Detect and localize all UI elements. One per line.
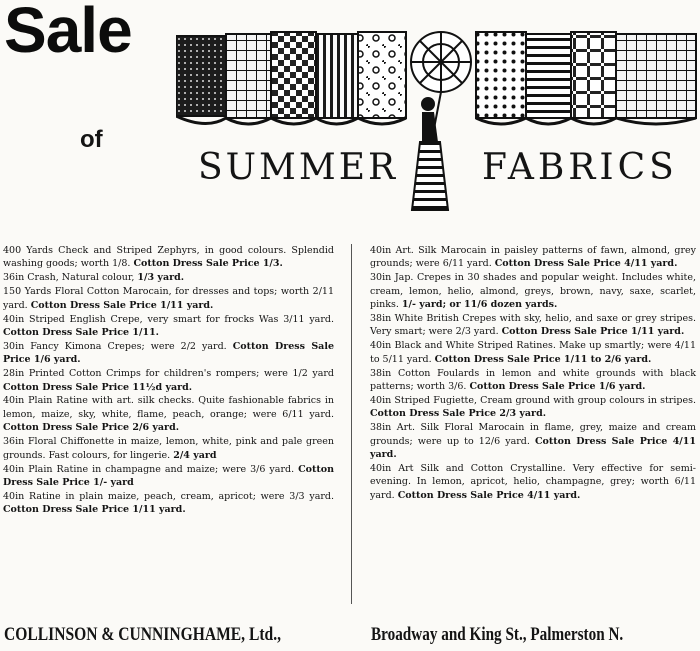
listing-sale-price: Cotton Dress Sale Price 4/11 yard. bbox=[370, 435, 696, 461]
listing-description: 40in Art. Silk Marocain in paisley patterns of fawn, almond, grey grounds; were 6/11 yard. bbox=[370, 245, 696, 270]
listing-sale-price: 2/4 yard bbox=[173, 449, 217, 461]
listing-sale-price: Cotton Dress Sale Price 2/3 yard. bbox=[370, 408, 547, 420]
listing-sale-price: Cotton Dress Sale Price 1/6 yard. bbox=[469, 381, 646, 393]
column-divider bbox=[351, 244, 352, 604]
fabric-listing bbox=[3, 367, 334, 394]
listing-sale-price: Cotton Dress Sale Price 1/11 to 2/6 yard. bbox=[434, 353, 652, 365]
listing-sale-price: Cotton Dress Sale Price 4/11 yard. bbox=[494, 258, 678, 270]
right-listing-column bbox=[370, 244, 696, 503]
listing-description: 38in White British Crepes with sky, helio, and saxe or grey stripes. Very smart; were 2/3 yard. bbox=[370, 313, 696, 338]
listing-sale-price: Cotton Dress Sale Price 1/11 yard. bbox=[3, 504, 186, 516]
listing-sale-price: Cotton Dress Sale Price 1/6 yard. bbox=[3, 340, 334, 366]
listing-description: 28in Printed Cotton Crimps for children's rompers; were 1/2 yard bbox=[3, 368, 334, 380]
fabric-listing bbox=[370, 394, 696, 421]
listing-description: 36in Crash, Natural colour, bbox=[3, 272, 135, 284]
fabric-listing bbox=[3, 340, 334, 367]
listing-description: 38in Art. Silk Floral Marocain in flame, grey, maize and cream grounds; were up to 12/6 yard. bbox=[370, 422, 696, 447]
fabrics-heading: FABRICS bbox=[482, 147, 678, 188]
left-listing-column bbox=[3, 244, 334, 517]
listing-sale-price: Cotton Dress Sale Price 1/11 yard. bbox=[30, 299, 214, 311]
of-heading: of bbox=[80, 126, 103, 153]
listing-description: 40in Black and White Striped Ratines. Make up smartly; were 4/11 to 5/11 yard. bbox=[370, 340, 696, 365]
summer-heading: SUMMER bbox=[198, 147, 399, 188]
sale-heading: Sale bbox=[4, 0, 132, 66]
listing-sale-price: Cotton Dress Sale Price 1/3. bbox=[133, 258, 283, 270]
listing-sale-price: Cotton Dress Sale Price 1/- yard bbox=[3, 463, 334, 488]
fabric-listing bbox=[370, 244, 696, 271]
fabric-listing bbox=[370, 271, 696, 311]
listing-sale-price: Cotton Dress Sale Price 1/11 yard. bbox=[501, 326, 685, 338]
listing-description: 40in Plain Ratine in champagne and maize; were 3/6 yard. bbox=[3, 463, 295, 475]
fabric-listing bbox=[3, 394, 334, 434]
listing-description: 36in Floral Chiffonette in maize, lemon, white, pink and pale green grounds. Fast colours, for lingerie. bbox=[3, 436, 334, 461]
fabric-listing bbox=[3, 313, 334, 340]
fabric-listing bbox=[3, 435, 334, 462]
fabric-listing bbox=[370, 339, 696, 366]
listing-sale-price: Cotton Dress Sale Price 4/11 yard. bbox=[397, 489, 581, 501]
fabric-listing bbox=[370, 312, 696, 339]
listing-sale-price: 1/3 yard. bbox=[137, 272, 185, 284]
listing-description: 40in Ratine in plain maize, peach, cream, apricot; were 3/3 yard. bbox=[3, 490, 334, 502]
listing-description: 40in Art Silk and Cotton Crystalline. Very effective for semi-evening. In lemon, apricot, helio, champagne, grey; worth 6/11 yard. bbox=[370, 463, 696, 501]
fabric-listing bbox=[3, 244, 334, 271]
fabric-listing bbox=[370, 462, 696, 502]
fabric-listing bbox=[370, 367, 696, 394]
fabric-listing bbox=[3, 490, 334, 517]
company-address: Broadway and King St., Palmerston N. bbox=[371, 624, 624, 645]
listing-description: 30in Fancy Kimona Crepes; were 2/2 yard. bbox=[3, 340, 227, 352]
listing-sale-price: Cotton Dress Sale Price 2/6 yard. bbox=[3, 422, 180, 434]
listing-description: 400 Yards Check and Striped Zephyrs, in good colours. Splendid washing goods; worth 1/8. bbox=[3, 245, 334, 270]
listing-description: 40in Striped Fugiette, Cream ground with group colours in stripes. bbox=[370, 394, 696, 406]
listing-sale-price: 1/- yard; or 11/6 dozen yards. bbox=[401, 299, 558, 311]
listing-description: 38in Cotton Foulards in lemon and white grounds with black patterns; worth 3/6. bbox=[370, 367, 696, 393]
listing-sale-price: Cotton Dress Sale Price 1/11. bbox=[3, 326, 159, 338]
listing-description: 30in Jap. Crepes in 30 shades and popular weight. Includes white, cream, lemon, helio, almond, greys, brown, navy, saxe, scarlet, pinks. bbox=[370, 272, 696, 311]
listing-description: 150 Yards Floral Cotton Marocain, for dresses and tops; worth 2/11 yard. bbox=[3, 286, 334, 311]
fabric-listing bbox=[370, 421, 696, 461]
fabric-listing bbox=[3, 285, 334, 312]
fabric-listing bbox=[3, 271, 334, 284]
listing-description: 40in Plain Ratine with art. silk checks. Quite fashionable fabrics in lemon, maize, sky, white, flame, peach, orange; were 6/11 yard. bbox=[3, 395, 334, 420]
listing-sale-price: Cotton Dress Sale Price 11½d yard. bbox=[3, 381, 193, 393]
fabric-listing bbox=[3, 463, 334, 490]
listing-description: 40in Striped English Crepe, very smart for frocks Was 3/11 yard. bbox=[3, 313, 334, 325]
company-name: COLLINSON & CUNNINGHAME, Ltd., bbox=[4, 624, 282, 645]
